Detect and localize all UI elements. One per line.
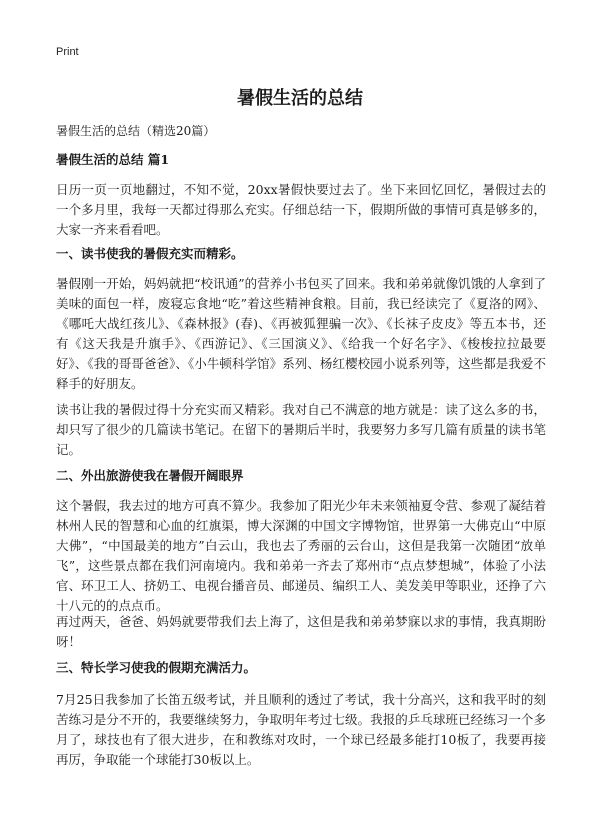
section-heading-skills: 三、特长学习使我的假期充满活力。 [56,660,257,675]
page-title: 暑假生活的总结 [237,88,363,109]
section-paragraph: 读书让我的暑假过得十分充实而又精彩。我对自己不满意的地方就是：读了这么多的书，却只写了很少的几篇读书笔记。在留下的暑期后半时，我要努力多写几篇有质量的读书笔记。 [56,402,546,457]
document-subtitle: 暑假生活的总结（精选20篇） [56,124,216,138]
intro-paragraph: 日历一页一页地翻过，不知不觉，20xx暑假快要过去了。坐下来回忆回忆，暑假过去的一个多月里，我每一天都过得那么充实。仔细总结一下，假期所做的事情可真是够多的，大家一齐来看看吧。 [56,182,546,237]
print-link[interactable]: Print [56,46,79,58]
section-heading-reading: 一、读书使我的暑假充实而精彩。 [56,246,244,261]
section-paragraph: 暑假刚一开始，妈妈就把“校讯通”的营养小书包买了回来。我和弟弟就像饥饿的人拿到了美味的面包一样，废寝忘食地“吃”着这些精神食粮。目前，我已经读完了《夏洛的网》、《哪吒大战红孩儿》、《森林报》(春)、《再被狐狸骗一次》、《长袜子皮皮》等五本书，还有《这天我是升旗手》、《西游记》、《三国演义》、《给我一个好名字》、《梭梭拉拉最要好》、《我的哥哥爸爸》、《小牛顿科学馆》系列、杨红樱校园小说系列等，这些都是我爱不释手的好朋友。 [56,276,546,391]
section-paragraph: 这个暑假，我去过的地方可真不算少。我参加了阳光少年未来领袖夏令营、参观了凝结着林州人民的智慧和心血的红旗渠，博大深渊的中国文字博物馆，世界第一大佛克山“中原大佛”，“中国最美的地方”白云山，我也去了秀丽的云台山，这但是我第一次随团“放单飞”，这些景点都在我们河南境内。我和弟弟一齐去了郑州市“点点梦想城”，体验了小法官、环卫工人、挤奶工、电视台播音员、邮递员、编织工人、美发美甲等职业，还挣了六十八元的的点点币。 [56,498,546,613]
section-paragraph: 7月25日我参加了长笛五级考试，并且顺利的透过了考试，我十分高兴，这和我平时的刻苦练习是分不开的，我要继续努力，争取明年考过七级。我报的乒乓球班已经练习一个多月了，球技也有了很大进步，在和教练对攻时，一个球已经最多能打10板了，我要再接再厉，争取能一个球能打30板以上。 [56,692,546,767]
section-paragraph: 再过两天，爸爸、妈妈就要带我们去上海了，这但是我和弟弟梦寐以求的事情，我真期盼呀！ [56,614,546,649]
article-heading: 暑假生活的总结 篇1 [56,152,170,167]
section-heading-travel: 二、外出旅游使我在暑假开阔眼界 [56,468,244,483]
